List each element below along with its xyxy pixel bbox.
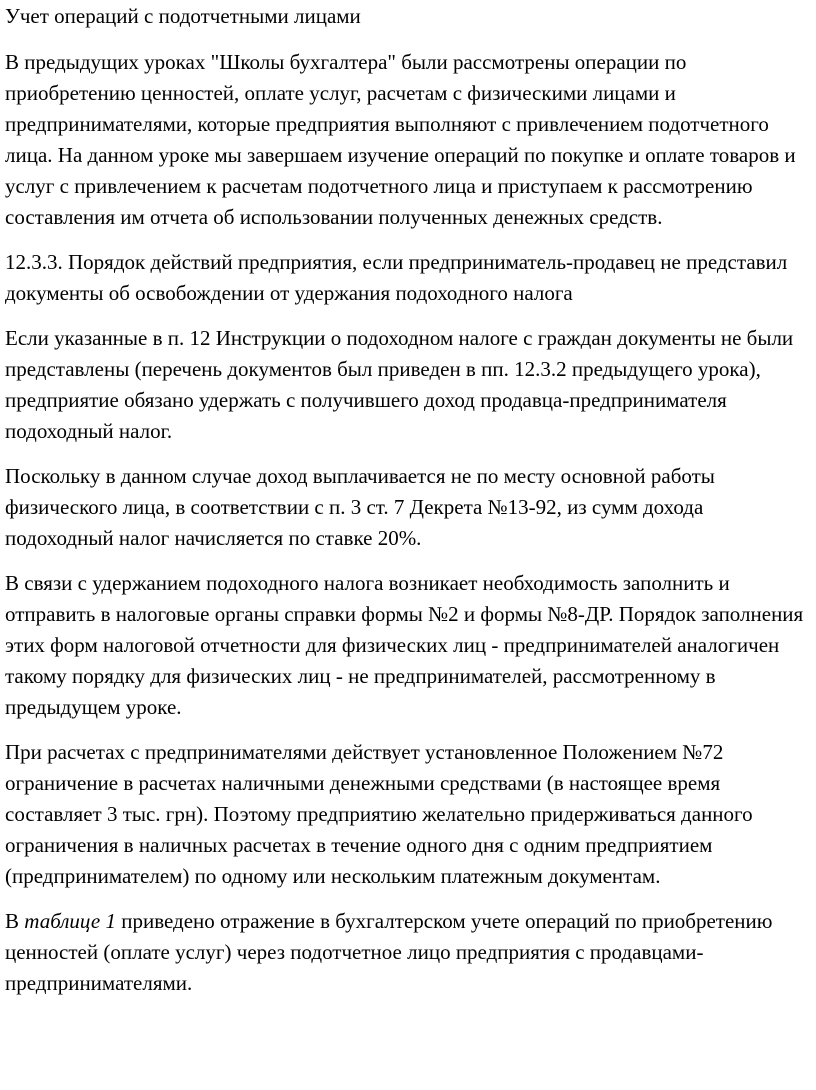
paragraph-table-reference: [5, 906, 812, 999]
paragraph-cash-limit: При расчетах с предпринимателями действует установленное Положением №72 ограничение в расчетах наличными денежными средствами (в настоящее время составляет 3 тыс. грн). Поэтому предприятию желательно придерживаться данного ограничения в наличных расчетах в течение одного дня с одним предприятием (предпринимателем) по одному или нескольким платежным документам.: [5, 740, 753, 888]
table-reference-link-text: таблице 1: [24, 909, 116, 933]
table-reference-suffix: приведено отражение в бухгалтерском учете операций по приобретению ценностей (оплате услуг) через подотчетное лицо предприятия с продавцами-предпринимателями.: [5, 909, 773, 995]
paragraph-tax-withholding: Если указанные в п. 12 Инструкции о подоходном налоге с граждан документы не были представлены (перечень документов был приведен в пп. 12.3.2 предыдущего урока), предприятие обязано удержать с получившего доход продавца-предпринимателя подоходный налог.: [5, 326, 794, 443]
paragraph-tax-forms: В связи с удержанием подоходного налога возникает необходимость заполнить и отправить в налоговые органы справки формы №2 и формы №8-ДР. Порядок заполнения этих форм налоговой отчетности для физических лиц - предпринимателей аналогичен такому порядку для физических лиц - не предпринимателей, рассмотренному в предыдущем уроке.: [5, 571, 804, 719]
document-title: Учет операций с подотчетными лицами: [5, 4, 361, 28]
table-reference-prefix: В: [5, 909, 25, 933]
paragraph-tax-rate: Поскольку в данном случае доход выплачивается не по месту основной работы физического лица, в соответствии с п. 3 ст. 7 Декрета №13-92, из сумм дохода подоходный налог начисляется по ставке 20%.: [5, 464, 715, 550]
paragraph-intro: В предыдущих уроках "Школы бухгалтера" были рассмотрены операции по приобретению ценностей, оплате услуг, расчетам с физическими лицами и предпринимателями, которые предприятия выполняют с привлечением подотчетного лица. На данном уроке мы завершаем изучение операций по покупке и оплате товаров и услуг с привлечением к расчетам подотчетного лица и приступаем к рассмотрению составления им отчета об использовании полученных денежных средств.: [5, 50, 796, 229]
section-heading-12-3-3: 12.3.3. Порядок действий предприятия, если предприниматель-продавец не представил документы об освобождении от удержания подоходного налога: [5, 250, 788, 305]
